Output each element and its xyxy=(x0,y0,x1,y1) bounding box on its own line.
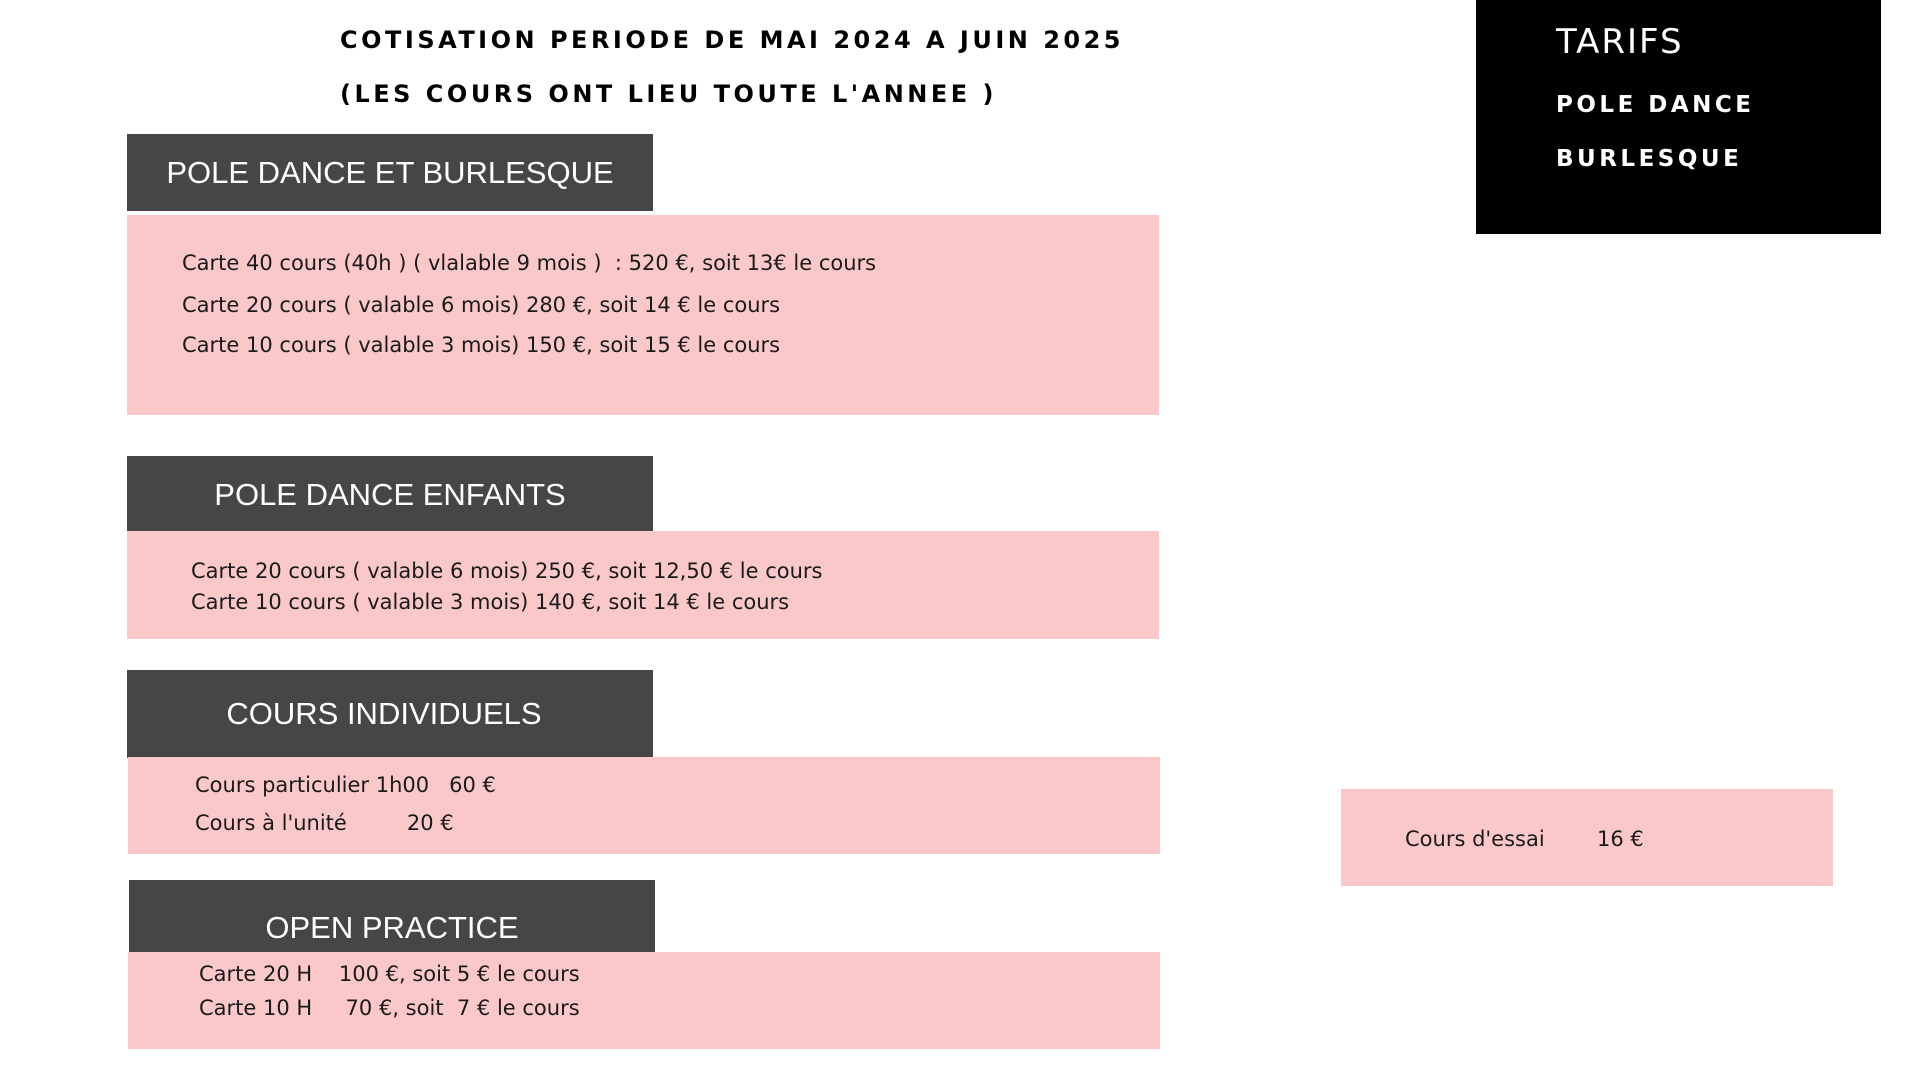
price-line: Carte 10 cours ( valable 3 mois) 140 €, soit 14 € le cours xyxy=(191,590,790,614)
price-line: Carte 20 H 100 €, soit 5 € le cours xyxy=(199,962,580,986)
trial-label: Cours d'essai xyxy=(1405,827,1545,851)
price-line: Carte 40 cours (40h ) ( vlalable 9 mois ) : 520 €, soit 13€ le cours xyxy=(182,251,877,275)
trial-lesson-box xyxy=(1341,789,1833,886)
section-body-pole-dance-burlesque xyxy=(127,215,1159,415)
section-header-open-practice xyxy=(129,880,655,954)
trial-price: 16 € xyxy=(1597,827,1644,851)
brand-line-pole-dance: POLE DANCE xyxy=(1556,92,1755,118)
section-header-pole-dance-enfants xyxy=(127,456,653,533)
price-line: Carte 20 cours ( valable 6 mois) 280 €, soit 14 € le cours xyxy=(182,293,781,317)
page-subtitle: (LES COURS ONT LIEU TOUTE L'ANNEE ) xyxy=(340,80,997,108)
section-header-cours-individuels xyxy=(127,670,653,758)
section-title: POLE DANCE ET BURLESQUE xyxy=(166,154,614,190)
section-title: OPEN PRACTICE xyxy=(265,910,519,945)
brand-line-burlesque: BURLESQUE xyxy=(1556,146,1743,172)
price-line: Carte 20 cours ( valable 6 mois) 250 €, soit 12,50 € le cours xyxy=(191,559,823,583)
price-line: Cours à l'unité 20 € xyxy=(195,811,454,835)
section-title: POLE DANCE ENFANTS xyxy=(214,476,566,512)
section-header-pole-dance-burlesque xyxy=(127,134,653,211)
section-body-open-practice xyxy=(128,952,1160,1049)
section-title: COURS INDIVIDUELS xyxy=(226,696,542,731)
section-body-cours-individuels xyxy=(128,757,1160,854)
price-line: Cours particulier 1h00 60 € xyxy=(195,773,496,797)
price-line: Carte 10 cours ( valable 3 mois) 150 €, soit 15 € le cours xyxy=(182,333,781,357)
brand-title: TARIFS xyxy=(1556,22,1684,62)
brand-box xyxy=(1476,0,1881,234)
price-line: Carte 10 H 70 €, soit 7 € le cours xyxy=(199,996,580,1020)
page-title: COTISATION PERIODE DE MAI 2024 A JUIN 2025 xyxy=(340,26,1125,54)
section-body-pole-dance-enfants xyxy=(127,531,1159,639)
